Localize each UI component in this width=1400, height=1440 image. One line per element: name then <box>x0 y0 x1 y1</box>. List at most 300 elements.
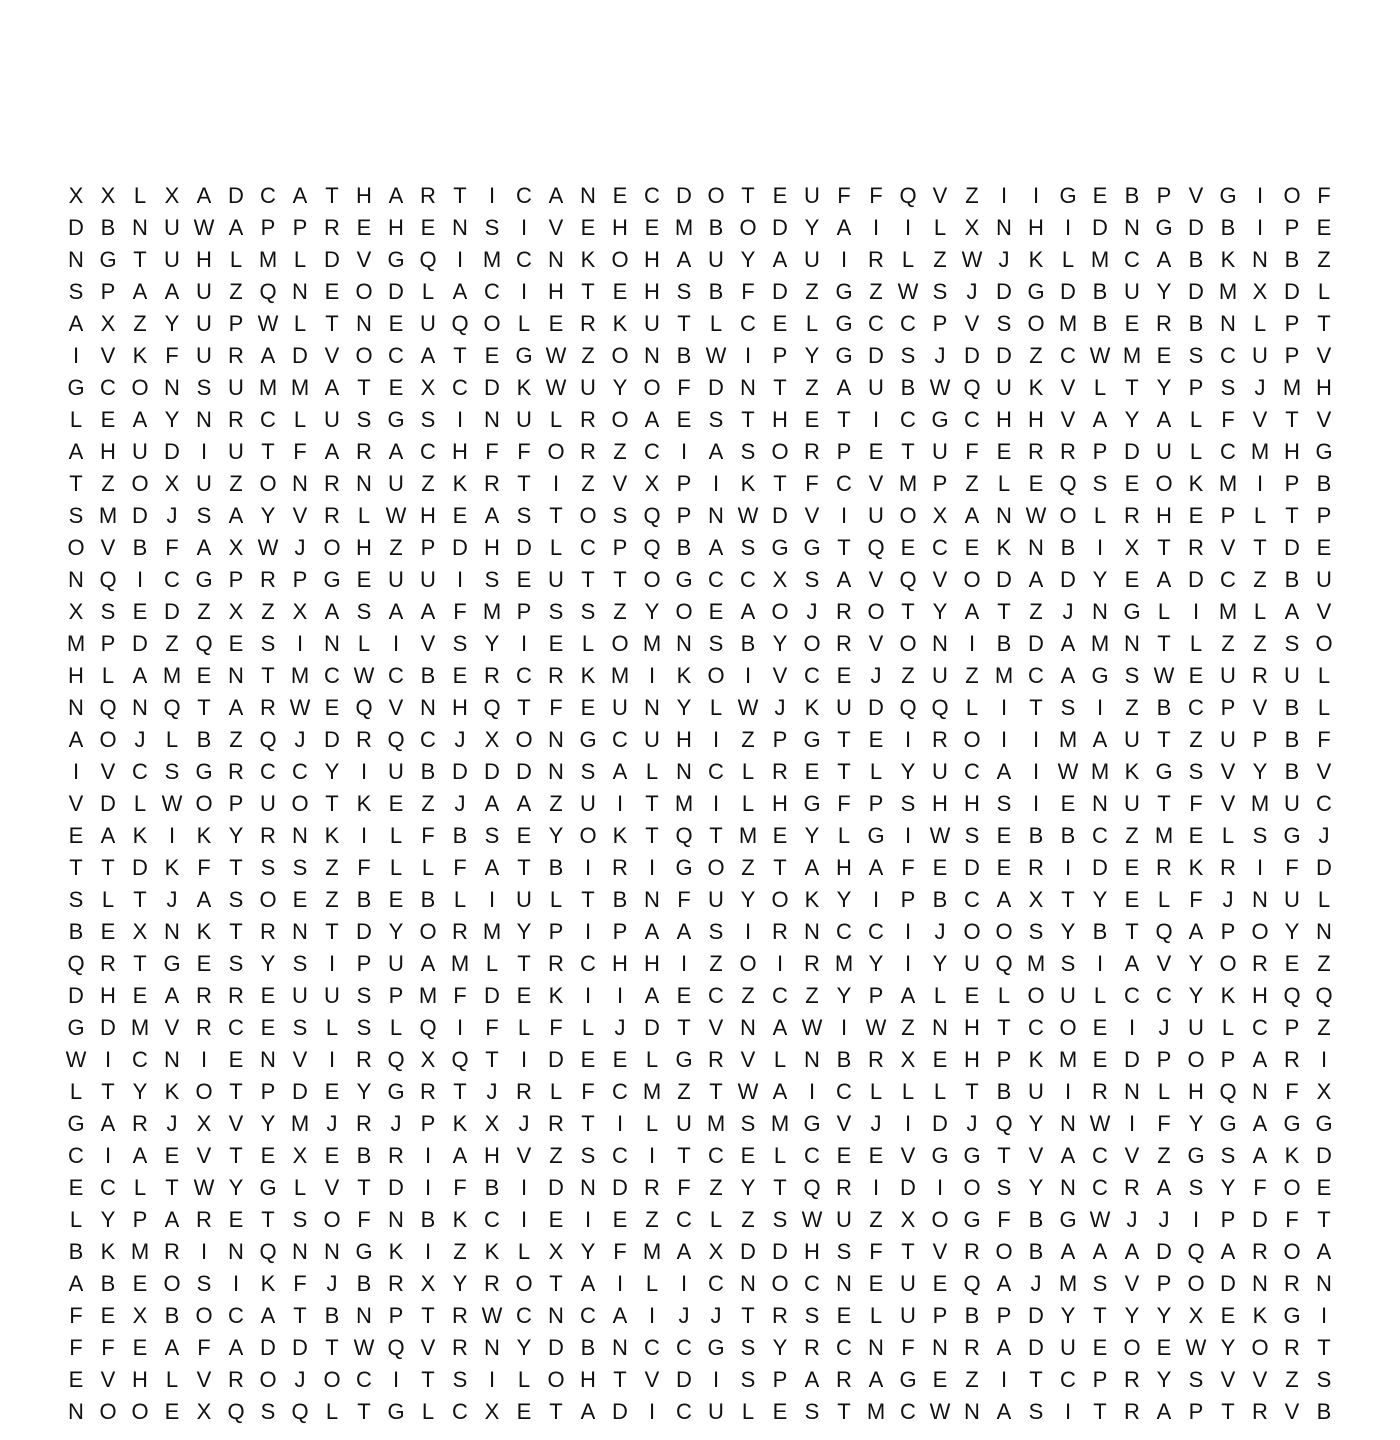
grid-cell[interactable]: R <box>260 695 276 720</box>
grid-cell[interactable]: L <box>549 535 563 560</box>
grid-cell[interactable]: R <box>1028 439 1044 464</box>
grid-cell[interactable]: R <box>772 919 788 944</box>
grid-cell[interactable]: X <box>292 1143 308 1168</box>
grid-cell[interactable]: P <box>772 343 788 368</box>
grid-cell[interactable]: U <box>868 503 884 528</box>
grid-cell[interactable]: X <box>228 599 244 624</box>
grid-cell[interactable]: E <box>676 407 692 432</box>
grid-cell[interactable]: O <box>611 407 629 432</box>
grid-cell[interactable]: J <box>678 1303 690 1328</box>
grid-cell[interactable]: T <box>133 887 147 912</box>
grid-cell[interactable]: U <box>196 311 212 336</box>
grid-cell[interactable]: D <box>932 1111 948 1136</box>
grid-cell[interactable]: U <box>388 759 404 784</box>
grid-cell[interactable]: H <box>772 791 788 816</box>
grid-cell[interactable]: I <box>904 215 912 240</box>
grid-cell[interactable]: A <box>740 599 756 624</box>
grid-cell[interactable]: C <box>1060 1367 1076 1392</box>
grid-cell[interactable]: C <box>68 1143 84 1168</box>
grid-cell[interactable]: T <box>1317 1207 1331 1232</box>
grid-cell[interactable]: G <box>195 567 213 592</box>
grid-cell[interactable]: L <box>101 663 115 688</box>
grid-cell[interactable]: U <box>324 407 340 432</box>
grid-cell[interactable]: Y <box>1188 983 1204 1008</box>
grid-cell[interactable]: Y <box>740 247 756 272</box>
grid-cell[interactable]: Z <box>549 1143 563 1168</box>
grid-cell[interactable]: R <box>1252 951 1268 976</box>
grid-cell[interactable]: I <box>1032 759 1040 784</box>
grid-cell[interactable]: I <box>1000 695 1008 720</box>
grid-cell[interactable]: I <box>456 247 464 272</box>
grid-cell[interactable]: M <box>482 599 502 624</box>
grid-cell[interactable]: A <box>1156 1399 1172 1424</box>
grid-cell[interactable]: E <box>324 1143 340 1168</box>
grid-cell[interactable]: C <box>708 759 724 784</box>
grid-cell[interactable]: K <box>1188 471 1204 496</box>
grid-cell[interactable]: S <box>1124 663 1140 688</box>
grid-cell[interactable]: L <box>645 759 659 784</box>
grid-cell[interactable]: C <box>772 983 788 1008</box>
grid-cell[interactable]: A <box>996 1399 1012 1424</box>
grid-cell[interactable]: Y <box>324 759 340 784</box>
grid-cell[interactable]: J <box>966 1111 978 1136</box>
grid-cell[interactable]: Z <box>805 375 819 400</box>
grid-cell[interactable]: O <box>323 1207 341 1232</box>
grid-cell[interactable]: K <box>804 887 820 912</box>
grid-cell[interactable]: G <box>803 535 821 560</box>
grid-cell[interactable]: R <box>548 1111 564 1136</box>
grid-cell[interactable]: T <box>837 407 851 432</box>
grid-cell[interactable]: Z <box>165 631 179 656</box>
grid-cell[interactable]: T <box>229 919 243 944</box>
grid-cell[interactable]: T <box>453 183 467 208</box>
grid-cell[interactable]: S <box>1188 759 1204 784</box>
grid-cell[interactable]: E <box>548 631 564 656</box>
grid-cell[interactable]: L <box>1317 663 1331 688</box>
grid-cell[interactable]: O <box>99 727 117 752</box>
grid-cell[interactable]: M <box>1122 343 1142 368</box>
grid-cell[interactable]: B <box>164 1303 180 1328</box>
grid-cell[interactable]: X <box>132 919 148 944</box>
grid-cell[interactable]: L <box>1157 1079 1171 1104</box>
grid-cell[interactable]: O <box>99 1399 117 1424</box>
grid-cell[interactable]: I <box>1064 215 1072 240</box>
grid-cell[interactable]: W <box>705 343 727 368</box>
grid-cell[interactable]: T <box>709 1079 723 1104</box>
grid-cell[interactable]: M <box>130 1239 150 1264</box>
grid-cell[interactable]: P <box>388 983 404 1008</box>
grid-cell[interactable]: T <box>453 343 467 368</box>
grid-cell[interactable]: O <box>131 471 149 496</box>
grid-cell[interactable]: U <box>1060 983 1076 1008</box>
grid-cell[interactable]: N <box>1252 887 1268 912</box>
grid-cell[interactable]: I <box>712 471 720 496</box>
grid-cell[interactable]: R <box>484 1271 500 1296</box>
grid-cell[interactable]: Y <box>228 1175 244 1200</box>
grid-cell[interactable]: B <box>740 631 756 656</box>
grid-cell[interactable]: R <box>804 1335 820 1360</box>
grid-cell[interactable]: Q <box>899 567 917 592</box>
grid-cell[interactable]: E <box>932 1367 948 1392</box>
grid-cell[interactable]: M <box>994 663 1014 688</box>
grid-cell[interactable]: Z <box>741 1207 755 1232</box>
grid-cell[interactable]: B <box>1284 695 1300 720</box>
grid-cell[interactable]: I <box>1064 1399 1072 1424</box>
grid-cell[interactable]: O <box>771 599 789 624</box>
grid-cell[interactable]: E <box>100 919 116 944</box>
grid-cell[interactable]: Y <box>1284 919 1300 944</box>
grid-cell[interactable]: T <box>901 599 915 624</box>
grid-cell[interactable]: E <box>228 1207 244 1232</box>
grid-cell[interactable]: J <box>1158 1015 1170 1040</box>
grid-cell[interactable]: C <box>1028 663 1044 688</box>
grid-cell[interactable]: R <box>388 1143 404 1168</box>
grid-cell[interactable]: Y <box>516 1335 532 1360</box>
grid-cell[interactable]: O <box>579 823 597 848</box>
grid-cell[interactable]: C <box>804 663 820 688</box>
grid-cell[interactable]: Z <box>1029 599 1043 624</box>
grid-cell[interactable]: E <box>1188 663 1204 688</box>
grid-cell[interactable]: T <box>325 919 339 944</box>
grid-cell[interactable]: F <box>293 1271 307 1296</box>
grid-cell[interactable]: E <box>612 1207 628 1232</box>
grid-cell[interactable]: H <box>132 1367 148 1392</box>
grid-cell[interactable]: Z <box>453 1239 467 1264</box>
grid-cell[interactable]: E <box>900 535 916 560</box>
grid-cell[interactable]: H <box>964 1015 980 1040</box>
grid-cell[interactable]: O <box>323 1367 341 1392</box>
grid-cell[interactable]: S <box>1060 695 1076 720</box>
grid-cell[interactable]: G <box>1059 183 1077 208</box>
grid-cell[interactable]: W <box>1153 663 1175 688</box>
grid-cell[interactable]: G <box>259 1175 277 1200</box>
grid-cell[interactable]: L <box>133 183 147 208</box>
grid-cell[interactable]: A <box>996 1335 1012 1360</box>
grid-cell[interactable]: I <box>872 887 880 912</box>
grid-cell[interactable]: A <box>676 247 692 272</box>
grid-cell[interactable]: B <box>676 535 692 560</box>
grid-cell[interactable]: I <box>104 1047 112 1072</box>
grid-cell[interactable]: T <box>1125 919 1139 944</box>
grid-cell[interactable]: I <box>616 1271 624 1296</box>
grid-cell[interactable]: T <box>1157 727 1171 752</box>
grid-cell[interactable]: D <box>388 279 404 304</box>
grid-cell[interactable]: Q <box>259 727 277 752</box>
grid-cell[interactable]: H <box>964 791 980 816</box>
grid-cell[interactable]: S <box>260 1399 276 1424</box>
grid-cell[interactable]: T <box>1157 631 1171 656</box>
grid-cell[interactable]: Z <box>1253 567 1267 592</box>
grid-cell[interactable]: D <box>1252 1207 1268 1232</box>
grid-cell[interactable]: D <box>292 1079 308 1104</box>
grid-cell[interactable]: O <box>739 215 757 240</box>
grid-cell[interactable]: F <box>837 183 851 208</box>
grid-cell[interactable]: C <box>260 759 276 784</box>
grid-cell[interactable]: L <box>773 1047 787 1072</box>
grid-cell[interactable]: I <box>904 1111 912 1136</box>
grid-cell[interactable]: Z <box>581 471 595 496</box>
grid-cell[interactable]: I <box>1032 727 1040 752</box>
grid-cell[interactable]: R <box>964 1239 980 1264</box>
grid-cell[interactable]: L <box>389 855 403 880</box>
grid-cell[interactable]: S <box>996 791 1012 816</box>
grid-cell[interactable]: T <box>517 855 531 880</box>
grid-cell[interactable]: T <box>197 695 211 720</box>
grid-cell[interactable]: Y <box>1156 1367 1172 1392</box>
grid-cell[interactable]: M <box>130 1015 150 1040</box>
grid-cell[interactable]: F <box>453 1175 467 1200</box>
grid-cell[interactable]: N <box>292 919 308 944</box>
grid-cell[interactable]: C <box>452 1399 468 1424</box>
grid-cell[interactable]: N <box>964 1399 980 1424</box>
grid-cell[interactable]: U <box>1060 1335 1076 1360</box>
grid-cell[interactable]: I <box>648 855 656 880</box>
grid-cell[interactable]: B <box>964 1303 980 1328</box>
grid-cell[interactable]: E <box>68 1175 84 1200</box>
grid-cell[interactable]: H <box>612 951 628 976</box>
grid-cell[interactable]: E <box>1124 887 1140 912</box>
grid-cell[interactable]: S <box>420 407 436 432</box>
grid-cell[interactable]: R <box>1124 1175 1140 1200</box>
grid-cell[interactable]: D <box>1188 279 1204 304</box>
grid-cell[interactable]: Z <box>1189 727 1203 752</box>
grid-cell[interactable]: P <box>1220 503 1236 528</box>
grid-cell[interactable]: E <box>964 983 980 1008</box>
grid-cell[interactable]: B <box>708 215 724 240</box>
grid-cell[interactable]: V <box>228 1111 244 1136</box>
grid-cell[interactable]: B <box>196 727 212 752</box>
grid-cell[interactable]: E <box>772 183 788 208</box>
grid-cell[interactable]: J <box>1222 887 1234 912</box>
grid-cell[interactable]: C <box>836 1079 852 1104</box>
grid-cell[interactable]: E <box>100 1303 116 1328</box>
grid-cell[interactable]: O <box>675 599 693 624</box>
grid-cell[interactable]: R <box>804 951 820 976</box>
grid-cell[interactable]: N <box>740 1015 756 1040</box>
grid-cell[interactable]: G <box>1155 759 1173 784</box>
grid-cell[interactable]: F <box>453 855 467 880</box>
grid-cell[interactable]: N <box>1092 599 1108 624</box>
grid-cell[interactable]: J <box>486 1079 498 1104</box>
grid-cell[interactable]: C <box>1220 439 1236 464</box>
grid-cell[interactable]: S <box>1188 343 1204 368</box>
grid-cell[interactable]: Y <box>260 503 276 528</box>
grid-cell[interactable]: V <box>516 1143 532 1168</box>
grid-cell[interactable]: I <box>1256 471 1264 496</box>
grid-cell[interactable]: S <box>68 279 84 304</box>
grid-cell[interactable]: K <box>516 375 532 400</box>
grid-cell[interactable]: Q <box>1187 1239 1205 1264</box>
grid-cell[interactable]: L <box>101 887 115 912</box>
grid-cell[interactable]: A <box>1060 1239 1076 1264</box>
grid-cell[interactable]: T <box>837 535 851 560</box>
grid-cell[interactable]: Q <box>291 1399 309 1424</box>
grid-cell[interactable]: V <box>868 567 884 592</box>
grid-cell[interactable]: P <box>1220 1047 1236 1072</box>
grid-cell[interactable]: L <box>933 983 947 1008</box>
grid-cell[interactable]: Y <box>1124 1303 1140 1328</box>
grid-cell[interactable]: I <box>1000 1367 1008 1392</box>
grid-cell[interactable]: O <box>1123 1335 1141 1360</box>
grid-cell[interactable]: L <box>421 279 435 304</box>
grid-cell[interactable]: B <box>420 663 436 688</box>
grid-cell[interactable]: A <box>708 439 724 464</box>
grid-cell[interactable]: A <box>1060 1143 1076 1168</box>
grid-cell[interactable]: C <box>676 1207 692 1232</box>
grid-cell[interactable]: T <box>1285 503 1299 528</box>
grid-cell[interactable]: T <box>261 1207 275 1232</box>
grid-cell[interactable]: I <box>840 1015 848 1040</box>
grid-cell[interactable]: R <box>1028 855 1044 880</box>
grid-cell[interactable]: Y <box>676 695 692 720</box>
grid-cell[interactable]: H <box>484 1143 500 1168</box>
grid-cell[interactable]: I <box>712 727 720 752</box>
grid-cell[interactable]: E <box>228 631 244 656</box>
grid-cell[interactable]: E <box>836 663 852 688</box>
grid-cell[interactable]: B <box>420 759 436 784</box>
grid-cell[interactable]: I <box>168 823 176 848</box>
grid-cell[interactable]: U <box>132 439 148 464</box>
grid-cell[interactable]: B <box>324 1303 340 1328</box>
grid-cell[interactable]: L <box>837 823 851 848</box>
grid-cell[interactable]: L <box>549 1079 563 1104</box>
grid-cell[interactable]: N <box>164 1047 180 1072</box>
grid-cell[interactable]: C <box>324 663 340 688</box>
grid-cell[interactable]: C <box>516 1303 532 1328</box>
grid-cell[interactable]: I <box>1000 727 1008 752</box>
grid-cell[interactable]: S <box>484 823 500 848</box>
grid-cell[interactable]: X <box>1252 279 1268 304</box>
grid-cell[interactable]: R <box>228 983 244 1008</box>
grid-cell[interactable]: C <box>228 1015 244 1040</box>
grid-cell[interactable]: P <box>1252 727 1268 752</box>
grid-cell[interactable]: Q <box>259 1239 277 1264</box>
grid-cell[interactable]: U <box>1284 663 1300 688</box>
grid-cell[interactable]: F <box>453 983 467 1008</box>
grid-cell[interactable]: I <box>872 215 880 240</box>
grid-cell[interactable]: E <box>388 887 404 912</box>
grid-cell[interactable]: Q <box>387 1335 405 1360</box>
grid-cell[interactable]: O <box>899 631 917 656</box>
grid-cell[interactable]: E <box>324 1079 340 1104</box>
grid-cell[interactable]: N <box>1252 247 1268 272</box>
grid-cell[interactable]: C <box>868 919 884 944</box>
grid-cell[interactable]: A <box>324 599 340 624</box>
grid-cell[interactable]: P <box>1220 919 1236 944</box>
grid-cell[interactable]: N <box>740 375 756 400</box>
grid-cell[interactable]: B <box>1092 919 1108 944</box>
grid-cell[interactable]: N <box>324 631 340 656</box>
grid-cell[interactable]: U <box>1220 727 1236 752</box>
grid-cell[interactable]: V <box>1316 599 1332 624</box>
grid-cell[interactable]: S <box>548 599 564 624</box>
grid-cell[interactable]: E <box>516 823 532 848</box>
grid-cell[interactable]: N <box>1316 1271 1332 1296</box>
grid-cell[interactable]: V <box>1316 407 1332 432</box>
grid-cell[interactable]: A <box>1092 407 1108 432</box>
grid-cell[interactable]: L <box>1189 407 1203 432</box>
grid-cell[interactable]: Y <box>740 1175 756 1200</box>
grid-cell[interactable]: P <box>132 1207 148 1232</box>
grid-cell[interactable]: N <box>548 247 564 272</box>
grid-cell[interactable]: Z <box>709 951 723 976</box>
grid-cell[interactable]: Z <box>741 855 755 880</box>
grid-cell[interactable]: B <box>132 535 148 560</box>
grid-cell[interactable]: U <box>196 279 212 304</box>
grid-cell[interactable]: E <box>1124 471 1140 496</box>
grid-cell[interactable]: A <box>164 983 180 1008</box>
grid-cell[interactable]: G <box>1187 1143 1205 1168</box>
grid-cell[interactable]: C <box>1124 247 1140 272</box>
grid-cell[interactable]: L <box>869 1079 883 1104</box>
grid-cell[interactable]: D <box>1060 567 1076 592</box>
grid-cell[interactable]: R <box>1252 1239 1268 1264</box>
grid-cell[interactable]: H <box>548 279 564 304</box>
grid-cell[interactable]: N <box>804 1047 820 1072</box>
grid-cell[interactable]: V <box>1060 375 1076 400</box>
grid-cell[interactable]: I <box>904 727 912 752</box>
grid-cell[interactable]: I <box>1096 695 1104 720</box>
grid-cell[interactable]: X <box>420 1047 436 1072</box>
grid-cell[interactable]: Q <box>931 695 949 720</box>
grid-cell[interactable]: A <box>484 791 500 816</box>
grid-cell[interactable]: N <box>1124 215 1140 240</box>
grid-cell[interactable]: A <box>388 183 404 208</box>
grid-cell[interactable]: Y <box>1188 1111 1204 1136</box>
grid-cell[interactable]: I <box>456 407 464 432</box>
grid-cell[interactable]: T <box>325 1335 339 1360</box>
grid-cell[interactable]: Q <box>643 535 661 560</box>
grid-cell[interactable]: E <box>996 439 1012 464</box>
grid-cell[interactable]: E <box>932 1271 948 1296</box>
grid-cell[interactable]: H <box>772 407 788 432</box>
grid-cell[interactable]: N <box>292 823 308 848</box>
grid-cell[interactable]: G <box>803 791 821 816</box>
grid-cell[interactable]: Z <box>389 535 403 560</box>
grid-cell[interactable]: H <box>68 663 84 688</box>
grid-cell[interactable]: T <box>549 503 563 528</box>
grid-cell[interactable]: D <box>100 791 116 816</box>
grid-cell[interactable]: X <box>420 375 436 400</box>
grid-cell[interactable]: F <box>1317 727 1331 752</box>
grid-cell[interactable]: Z <box>549 791 563 816</box>
grid-cell[interactable]: C <box>1060 343 1076 368</box>
grid-cell[interactable]: V <box>100 343 116 368</box>
grid-cell[interactable]: K <box>1028 375 1044 400</box>
grid-cell[interactable]: L <box>293 247 307 272</box>
grid-cell[interactable]: H <box>804 1239 820 1264</box>
grid-cell[interactable]: Y <box>772 631 788 656</box>
grid-cell[interactable]: E <box>580 695 596 720</box>
grid-cell[interactable]: P <box>1284 343 1300 368</box>
grid-cell[interactable]: C <box>1092 823 1108 848</box>
grid-cell[interactable]: R <box>708 1047 724 1072</box>
grid-cell[interactable]: T <box>773 471 787 496</box>
grid-cell[interactable]: A <box>836 567 852 592</box>
grid-cell[interactable]: I <box>520 1207 528 1232</box>
grid-cell[interactable]: U <box>164 215 180 240</box>
grid-cell[interactable]: Y <box>1092 887 1108 912</box>
grid-cell[interactable]: S <box>452 1367 468 1392</box>
grid-cell[interactable]: C <box>420 439 436 464</box>
grid-cell[interactable]: V <box>420 631 436 656</box>
grid-cell[interactable]: R <box>1156 311 1172 336</box>
grid-cell[interactable]: A <box>580 1399 596 1424</box>
grid-cell[interactable]: T <box>773 1175 787 1200</box>
grid-cell[interactable]: X <box>1124 535 1140 560</box>
grid-cell[interactable]: A <box>1188 919 1204 944</box>
grid-cell[interactable]: T <box>1029 695 1043 720</box>
